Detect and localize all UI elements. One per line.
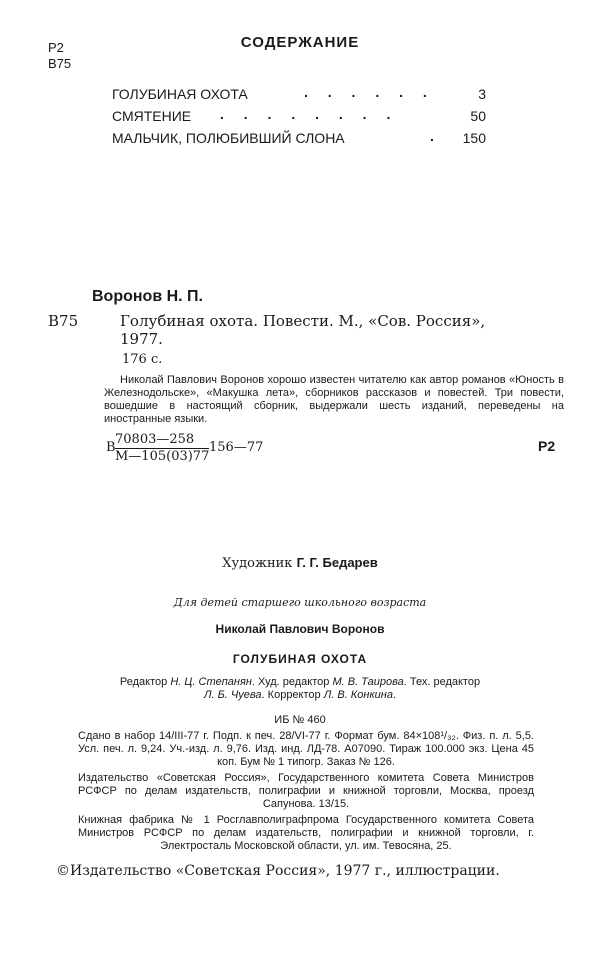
editor-label: Редактор (119, 676, 168, 688)
corrector-label: Корректор (267, 689, 321, 701)
index-fraction (115, 432, 209, 465)
editors-credits: Редактор Н. Ц. Степанян. Худ. редактор М. В. Таирова. Тех. редактор Л. Б. Чуева. Корректор Л. В. Конкина. (119, 676, 481, 701)
toc-entry-title: ГОЛУБИНАЯ ОХОТА (112, 86, 248, 102)
card-description-line1: Голубиная охота. Повести. М., «Сов. Россия», (120, 312, 486, 330)
index-denominator: М—105(03)77 (115, 449, 210, 464)
classification-top-p2: Р2 (48, 40, 64, 55)
toc-entry (112, 86, 486, 108)
tech-editor-name: Л. Б. Чуева (203, 689, 262, 701)
card-classification: Р2 (538, 438, 556, 454)
editor-name: Н. Ц. Степанян (170, 676, 252, 688)
toc-entry (112, 108, 486, 130)
tech-editor-label: Тех. редактор (409, 676, 481, 688)
toc-entry (112, 130, 486, 152)
index-prefix: В (106, 440, 116, 455)
toc-entry-title: СМЯТЕНИЕ (112, 108, 192, 124)
author-full-name: Николай Павлович Воронов (215, 622, 385, 636)
artist-credit (0, 555, 600, 571)
artist-name: Г. Г. Бедарев (296, 555, 378, 570)
printer-info: Книжная фабрика № 1 Росглавполиграфпрома Государственного комитета Совета Министров РСФСР по делам издательств, полиграфии и книжной торговли, г. Электросталь Московской области, ул. им. Тевосяна, 25. (78, 814, 534, 852)
print-data: Сдано в набор 14/III-77 г. Подп. к печ. 28/VI-77 г. Формат бум. 84×108¹/₃₂. Физ. п. л. 5,5. Усл. печ. л. 9,24. Уч.-изд. л. 9,76. Изд. инд. ЛД-78. А07090. Тираж 100.000 экз. Цена 45 коп. Бум № 1 типогр. Заказ № 126. (78, 730, 534, 768)
toc-entry-title: МАЛЬЧИК, ПОЛЮБИВШИЙ СЛОНА (112, 130, 345, 146)
art-editor-name: М. В. Таирова (332, 676, 404, 688)
index-numerator: 70803—258 (115, 432, 209, 449)
copyright: ©Издательство «Советская Россия», 1977 г., иллюстрации. (56, 863, 500, 879)
card-description-line2: 1977. (120, 330, 163, 348)
toc-entry-page: 150 (462, 130, 486, 146)
ib-number: ИБ № 460 (274, 714, 326, 726)
book-title: ГОЛУБИНАЯ ОХОТА (232, 652, 368, 666)
classification-top-b75: В75 (48, 56, 72, 71)
contents-heading: СОДЕРЖАНИЕ (240, 34, 360, 51)
toc-entry-page: 50 (470, 108, 486, 124)
card-description (120, 312, 485, 348)
publisher-info: Издательство «Советская Россия», Государственного комитета Совета Министров РСФСР по делам издательств, полиграфии и книжной торговли, Москва, проезд Сапунова. 13/15. (78, 772, 534, 810)
age-group: Для детей старшего школьного возраста (173, 596, 427, 609)
card-pages: 176 с. (122, 352, 163, 367)
toc-leader-dots: . (430, 128, 442, 144)
toc-entry-page: 3 (478, 86, 486, 102)
card-shelf-code: В75 (48, 312, 79, 330)
card-author: Воронов Н. П. (92, 288, 203, 305)
corrector-name: Л. В. Конкина (323, 689, 393, 701)
card-annotation: Николай Павлович Воронов хорошо известен читателю как автор романов «Юность в Железнодольске», «Макушка лета», сборников рассказов и повестей. Три повести, вошедшие в настоящий сборник, выдержали шесть изданий, переведены на иностранные языки. (104, 374, 564, 425)
index-suffix: 156—77 (209, 440, 264, 455)
toc-leader-dots: . . . . . . . . (220, 106, 399, 122)
toc-leader-dots: . . . . . . (304, 84, 435, 100)
artist-label: Художник (222, 556, 293, 571)
art-editor-label: Худ. редактор (258, 676, 330, 688)
